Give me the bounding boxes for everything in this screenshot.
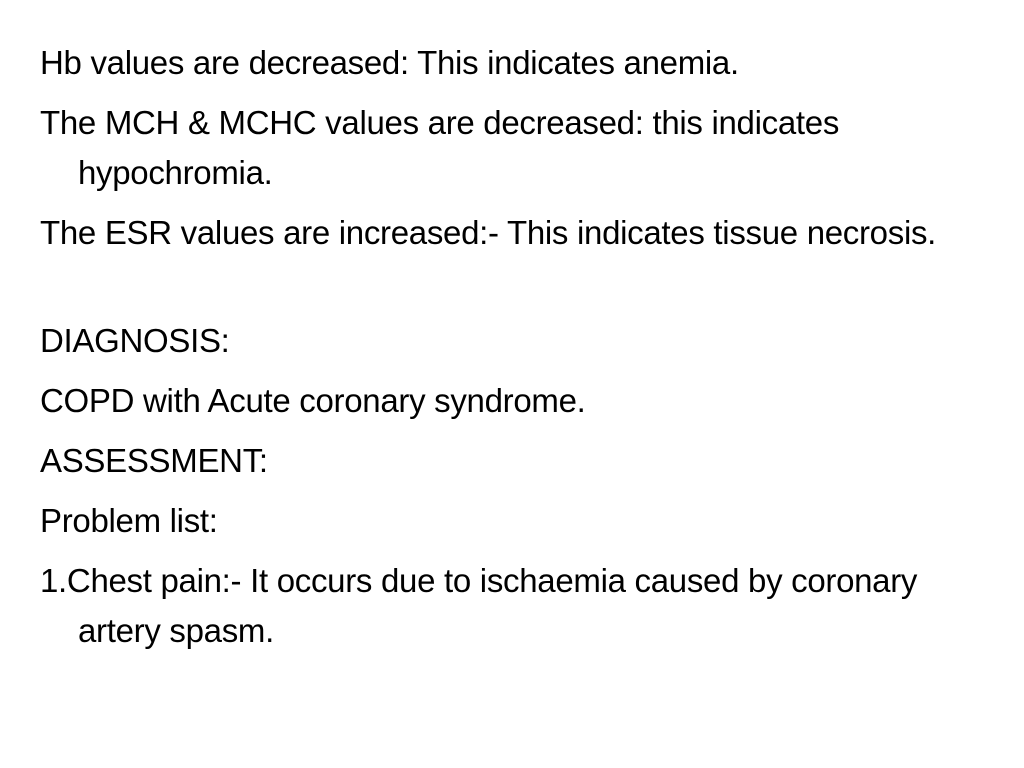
diagnosis-text: COPD with Acute coronary syndrome. [40,382,586,419]
finding-hb: Hb values are decreased: This indicates anemia. [40,44,739,81]
finding-mch-mchc: The MCH & MCHC values are decreased: this indicates hypochromia. [40,104,840,191]
problem-item-1: 1.Chest pain:- It occurs due to ischaemia caused by coronary artery spasm. [40,562,918,649]
blank-line [40,268,990,316]
assessment-heading: ASSESSMENT: [40,442,268,479]
diagnosis-heading: DIAGNOSIS: [40,322,230,359]
finding-esr: The ESR values are increased:- This indicates tissue necrosis. [40,214,937,251]
problem-list-heading: Problem list: [40,502,218,539]
slide-body [40,38,990,666]
